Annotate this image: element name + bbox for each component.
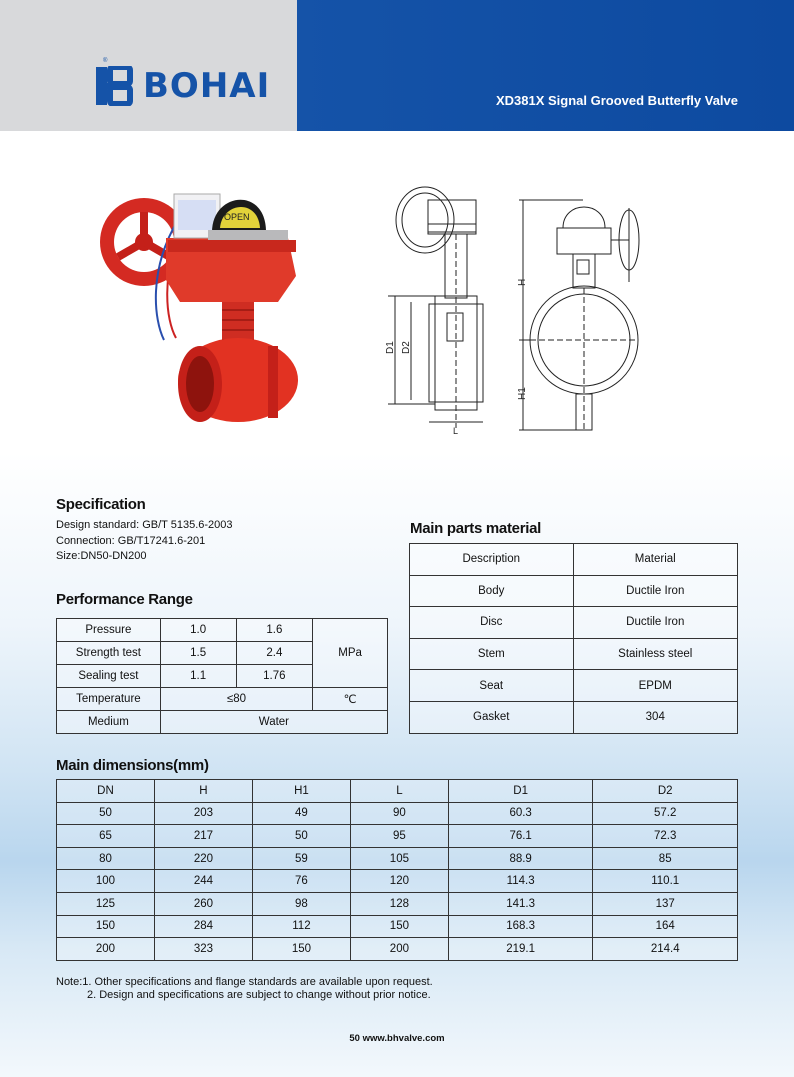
table-cell: 150 xyxy=(252,938,350,961)
table-cell: 85 xyxy=(593,847,738,870)
table-cell: 110.1 xyxy=(593,870,738,893)
materials-table xyxy=(409,543,738,734)
table-cell: Seat xyxy=(410,670,574,702)
column-header: D2 xyxy=(593,780,738,803)
table-cell: 304 xyxy=(573,701,737,733)
l-label: L xyxy=(453,426,459,436)
table-row xyxy=(410,575,738,607)
size-range: Size:DN50-DN200 xyxy=(56,550,147,562)
strength-test-label: Strength test xyxy=(57,642,161,665)
table-cell: 137 xyxy=(593,892,738,915)
table-cell: 112 xyxy=(252,915,350,938)
table-cell: 214.4 xyxy=(593,938,738,961)
table-cell: 244 xyxy=(154,870,252,893)
table-cell: 114.3 xyxy=(448,870,593,893)
header-title-panel xyxy=(297,0,794,131)
table-cell: 284 xyxy=(154,915,252,938)
table-cell: 95 xyxy=(350,825,448,848)
table-cell: 76.1 xyxy=(448,825,593,848)
brand-name: BOHAI xyxy=(143,66,271,106)
table-cell: Disc xyxy=(410,607,574,639)
column-header: H xyxy=(154,780,252,803)
table-cell: 220 xyxy=(154,847,252,870)
table-cell: 50 xyxy=(57,802,155,825)
brand-logo xyxy=(95,66,270,106)
table-cell: Ductile Iron xyxy=(573,607,737,639)
table-cell: 150 xyxy=(350,915,448,938)
dimensions-heading: Main dimensions(mm) xyxy=(56,757,209,774)
website-url: www.bhvalve.com xyxy=(362,1033,445,1044)
table-cell: 57.2 xyxy=(593,802,738,825)
h1-label: H1 xyxy=(517,387,528,400)
table-row xyxy=(57,711,388,734)
table-cell: 1.5 xyxy=(160,642,236,665)
table-cell: Ductile Iron xyxy=(573,575,737,607)
column-header: H1 xyxy=(252,780,350,803)
table-cell: 200 xyxy=(350,938,448,961)
table-cell: 2.4 xyxy=(236,642,313,665)
table-cell: 200 xyxy=(57,938,155,961)
table-cell: 164 xyxy=(593,915,738,938)
table-cell: 1.6 xyxy=(236,619,313,642)
column-header: Material xyxy=(573,544,737,576)
table-row xyxy=(57,802,738,825)
performance-table xyxy=(56,618,388,734)
table-row xyxy=(57,892,738,915)
table-cell: 120 xyxy=(350,870,448,893)
h-label: H xyxy=(517,278,528,286)
table-cell: 105 xyxy=(350,847,448,870)
table-cell: Gasket xyxy=(410,701,574,733)
table-cell: 323 xyxy=(154,938,252,961)
d1-label: D1 xyxy=(385,341,396,354)
table-cell: 1.0 xyxy=(160,619,236,642)
temperature-label: Temperature xyxy=(57,688,161,711)
table-cell: 203 xyxy=(154,802,252,825)
table-cell: 50 xyxy=(252,825,350,848)
table-header-row xyxy=(410,544,738,576)
table-cell: 141.3 xyxy=(448,892,593,915)
dimensions-table xyxy=(56,779,738,961)
column-header: L xyxy=(350,780,448,803)
table-cell: 125 xyxy=(57,892,155,915)
temperature-unit: ℃ xyxy=(313,688,388,711)
table-cell: Stem xyxy=(410,638,574,670)
table-row xyxy=(57,915,738,938)
valve-photo xyxy=(88,180,306,442)
page-footer xyxy=(0,1033,794,1044)
materials-heading: Main parts material xyxy=(410,520,542,537)
column-header: Description xyxy=(410,544,574,576)
note-line: Note:1. Other specifications and flange standards are available upon request. xyxy=(56,976,433,988)
table-row xyxy=(57,938,738,961)
specification-heading: Specification xyxy=(56,496,146,513)
table-cell: 219.1 xyxy=(448,938,593,961)
table-row xyxy=(410,638,738,670)
table-cell: 1.76 xyxy=(236,665,313,688)
table-cell: 168.3 xyxy=(448,915,593,938)
performance-heading: Performance Range xyxy=(56,591,193,608)
medium-value: Water xyxy=(160,711,387,734)
registered-mark: ® xyxy=(103,58,108,64)
table-cell: EPDM xyxy=(573,670,737,702)
open-tag: OPEN xyxy=(224,212,250,222)
page-number: 50 xyxy=(349,1033,360,1044)
temperature-value: ≤80 xyxy=(160,688,312,711)
table-row xyxy=(57,619,388,642)
table-header-row xyxy=(57,780,738,803)
table-row xyxy=(410,607,738,639)
table-row xyxy=(57,825,738,848)
product-title: XD381X Signal Grooved Butterfly Valve xyxy=(495,93,738,108)
note-line: 2. Design and specifications are subject to change without prior notice. xyxy=(87,989,431,1001)
table-cell: 217 xyxy=(154,825,252,848)
table-cell: 90 xyxy=(350,802,448,825)
d2-label: D2 xyxy=(401,341,412,354)
table-row xyxy=(410,670,738,702)
table-cell: 260 xyxy=(154,892,252,915)
table-cell: Body xyxy=(410,575,574,607)
table-cell: 59 xyxy=(252,847,350,870)
table-cell: 72.3 xyxy=(593,825,738,848)
dimension-drawing xyxy=(383,178,653,438)
table-cell: 150 xyxy=(57,915,155,938)
sealing-test-label: Sealing test xyxy=(57,665,161,688)
table-cell: 80 xyxy=(57,847,155,870)
table-cell: 88.9 xyxy=(448,847,593,870)
table-row xyxy=(410,701,738,733)
connection-standard: Connection: GB/T17241.6-201 xyxy=(56,534,206,547)
table-cell: 1.1 xyxy=(160,665,236,688)
table-cell: Stainless steel xyxy=(573,638,737,670)
specification-lines xyxy=(56,518,233,565)
table-row xyxy=(57,688,388,711)
design-standard: Design standard: GB/T 5135.6-2003 xyxy=(56,519,233,531)
column-header: DN xyxy=(57,780,155,803)
table-cell: 60.3 xyxy=(448,802,593,825)
table-cell: 65 xyxy=(57,825,155,848)
pressure-unit: MPa xyxy=(313,619,388,688)
table-row xyxy=(57,870,738,893)
table-cell: 76 xyxy=(252,870,350,893)
notes xyxy=(56,976,433,1002)
pressure-label: Pressure xyxy=(57,619,161,642)
table-cell: 100 xyxy=(57,870,155,893)
bohai-logo-icon xyxy=(95,66,133,106)
table-cell: 128 xyxy=(350,892,448,915)
column-header: D1 xyxy=(448,780,593,803)
table-cell: 49 xyxy=(252,802,350,825)
table-row xyxy=(57,847,738,870)
table-cell: 98 xyxy=(252,892,350,915)
medium-label: Medium xyxy=(57,711,161,734)
